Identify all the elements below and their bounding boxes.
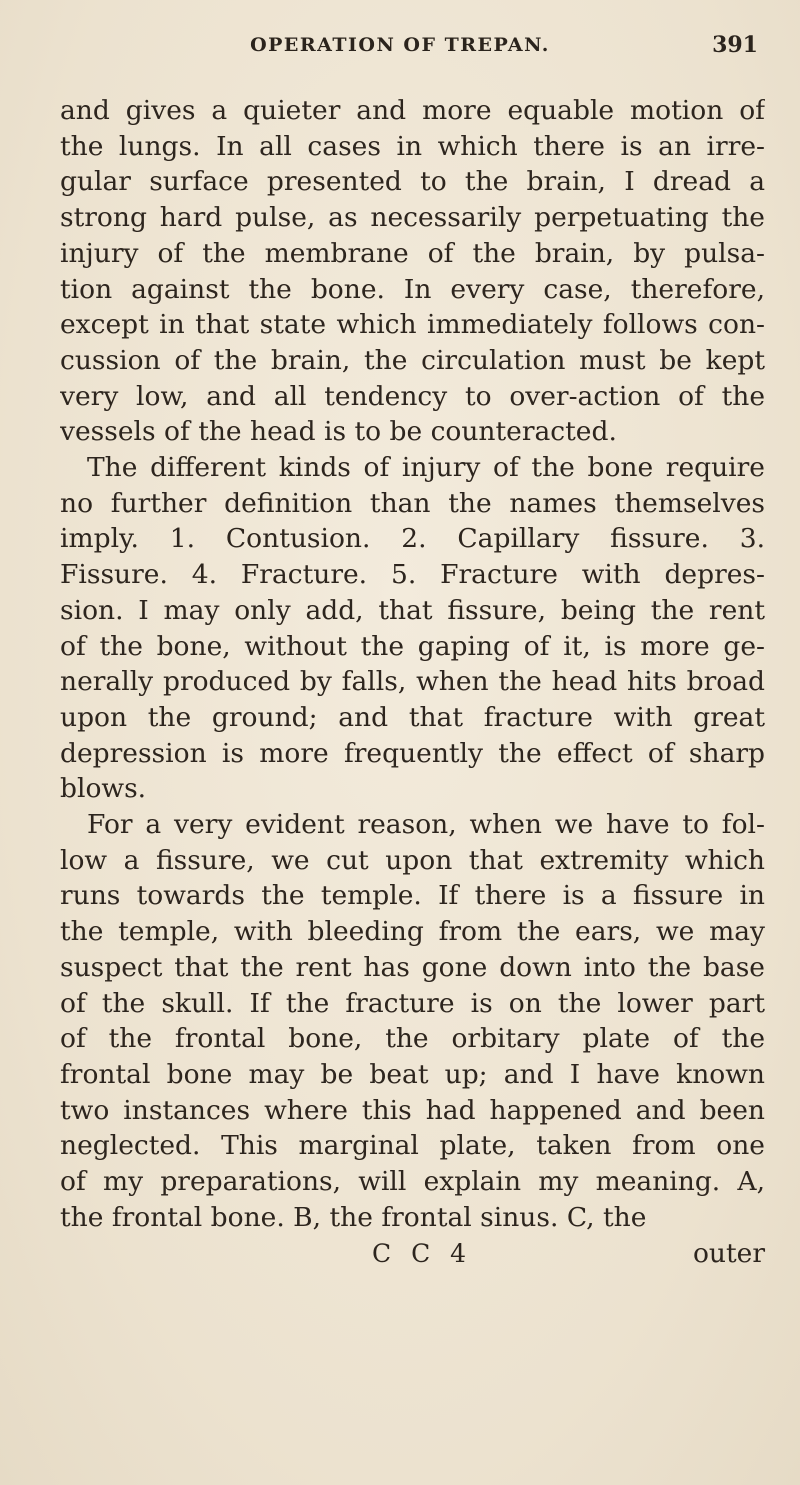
text-line: upon the ground; and that fracture with great — [60, 701, 765, 733]
page-number: 391 — [712, 32, 758, 58]
text-line: of the frontal bone, the orbitary plate of the — [60, 1023, 765, 1055]
text-line: cussion of the brain, the circulation must be kept — [60, 344, 765, 376]
paragraph — [60, 807, 765, 1235]
text-line: neglected. This marginal plate, taken from one — [60, 1130, 765, 1162]
text-line: no further definition than the names themselves — [60, 487, 765, 519]
page-header — [0, 22, 800, 62]
text-line: imply. 1. Contusion. 2. Capillary fissure. 3. — [60, 523, 765, 555]
text-line: very low, and all tendency to over-action of the — [60, 380, 765, 412]
text-line: low a fissure, we cut upon that extremity which — [60, 844, 765, 876]
signature-mark: C C 4 — [372, 1238, 473, 1268]
text-line: injury of the membrane of the brain, by pulsa- — [60, 237, 765, 269]
text-line: gular surface presented to the brain, I dread a — [60, 166, 765, 198]
text-line: strong hard pulse, as necessarily perpetuating the — [60, 202, 765, 234]
running-head: OPERATION OF TREPAN. — [250, 34, 550, 56]
text-line: The different kinds of injury of the bone require — [87, 452, 765, 484]
text-line: except in that state which immediately follows con- — [60, 309, 765, 341]
text-line: For a very evident reason, when we have to fol- — [87, 809, 765, 841]
text-line: the lungs. In all cases in which there is an irre- — [60, 130, 765, 162]
body-text — [60, 93, 765, 1271]
text-line: tion against the bone. In every case, therefore, — [60, 273, 765, 305]
text-line: two instances where this had happened and been — [60, 1094, 765, 1126]
footer-line — [60, 1236, 765, 1272]
text-line: Fissure. 4. Fracture. 5. Fracture with depres- — [60, 559, 765, 591]
text-line: suspect that the rent has gone down into the base — [60, 951, 765, 983]
text-line: vessels of the head is to be counteracted. — [60, 416, 617, 448]
text-line: runs towards the temple. If there is a fissure in — [60, 880, 765, 912]
text-line: and gives a quieter and more equable motion of — [60, 95, 765, 126]
text-line: frontal bone may be beat up; and I have known — [60, 1058, 765, 1090]
text-line: the temple, with bleeding from the ears, we may — [60, 916, 765, 948]
paragraphs-container — [60, 93, 765, 1236]
catchword: outer — [692, 1237, 765, 1269]
text-line: sion. I may only add, that fissure, being the rent — [60, 594, 765, 626]
text-line: the frontal bone. B, the frontal sinus. C, the — [60, 1201, 647, 1233]
text-line: of the skull. If the fracture is on the lower part — [60, 987, 765, 1019]
text-line: nerally produced by falls, when the head hits broad — [60, 666, 765, 698]
text-line: blows. — [60, 773, 147, 805]
paragraph — [60, 93, 765, 450]
paragraph — [60, 450, 765, 807]
text-line: depression is more frequently the effect of sharp — [60, 737, 765, 769]
text-line: of my preparations, will explain my meaning. A, — [60, 1166, 765, 1198]
text-line: of the bone, without the gaping of it, is more ge- — [60, 630, 765, 662]
